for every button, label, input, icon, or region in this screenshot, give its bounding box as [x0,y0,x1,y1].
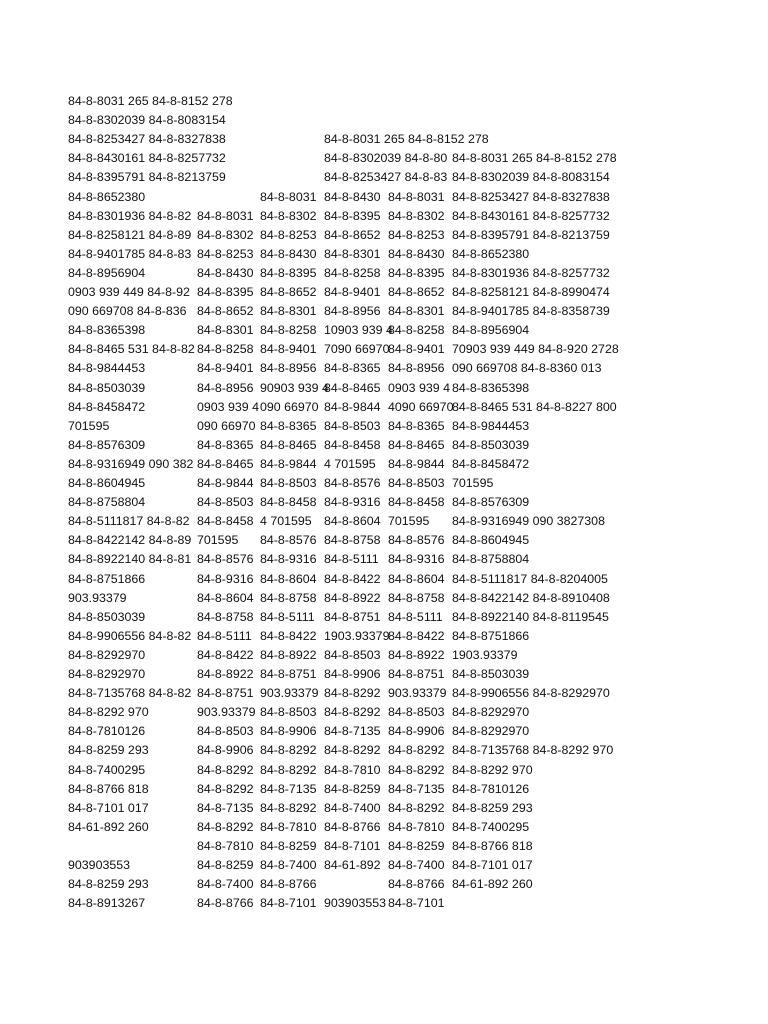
sheet-cell: 84-8-8430 [324,189,381,204]
sheet-cell: 84-8-7400 [388,858,445,872]
sheet-cell: 84-8-5111 [324,552,379,567]
sheet-cell: 84-8-8956 [388,361,445,376]
sheet-cell: 84-8-8604945 [68,476,146,490]
sheet-row [0,646,768,665]
sheet-cell: 84-8-8259 293 [68,877,149,892]
sheet-cell: 84-8-7135768 84-8-82 [68,686,192,701]
sheet-cell: 70903 939 449 84-8-920 2728 [452,342,619,357]
sheet-cell: 84-8-8766 [260,877,317,892]
sheet-cell: 84-8-8302039 84-8-8083154 [452,170,610,185]
sheet-cell: 84-8-8604945 [452,533,530,548]
sheet-cell: 84-8-5111 [260,609,315,624]
sheet-row [0,761,768,780]
sheet-row [0,417,768,436]
sheet-cell: 84-8-8253427 84-8-8327838 [68,132,226,147]
sheet-cell: 84-8-8292 [197,762,254,777]
sheet-cell: 84-8-9316 [388,552,445,567]
sheet-cell: 84-8-8503 [388,476,445,490]
sheet-cell: 84-8-8751 [388,667,445,681]
sheet-cell: 84-8-8302039 84-8-80 [324,151,448,166]
sheet-cell: 84-8-8292 [388,743,445,758]
sheet-cell: 84-8-8302039 84-8-8083154 [68,113,226,128]
sheet-cell: 84-8-8395 [197,285,254,299]
sheet-row [0,665,768,684]
sheet-cell: 84-8-7810 [388,819,445,834]
sheet-cell: 84-8-8292 [388,762,445,777]
sheet-cell: 84-8-8465 [388,437,445,452]
sheet-cell: 903.93379 [388,686,447,701]
sheet-cell: 84-8-7101 [324,838,381,853]
sheet-cell: 84-8-8292 [388,800,445,815]
sheet-cell: 84-8-8422142 84-8-89 [68,533,192,548]
sheet-cell: 84-8-9844453 [68,361,146,376]
sheet-cell: 84-8-8258121 84-8-89 [68,227,192,242]
sheet-cell: 84-8-8465 531 84-8-8227 800 [452,399,617,414]
sheet-cell: 090 66970 [260,399,319,414]
sheet-cell: 84-8-8766 [388,877,445,892]
sheet-cell: 84-8-8031 265 84-8-8152 278 [68,94,233,108]
sheet-row [0,321,768,340]
sheet-cell: 84-8-7101 017 [452,858,533,872]
sheet-cell: 84-8-8259 [260,838,317,853]
sheet-cell: 84-8-8031 265 84-8-8152 278 [324,132,489,147]
sheet-row [0,436,768,455]
sheet-cell: 84-8-7810126 [68,724,146,739]
sheet-cell: 84-8-8292 970 [68,705,149,720]
sheet-cell: 84-8-8430161 84-8-8257732 [452,208,610,223]
sheet-cell: 84-8-8751 [260,667,317,681]
sheet-cell: 84-8-8365398 [452,380,530,395]
sheet-row [0,570,768,589]
sheet-cell: 84-8-8604 [388,571,445,586]
sheet-cell: 84-8-8301 [260,304,317,319]
sheet-cell: 84-8-8395 [260,265,317,280]
sheet-cell: 84-8-8503 [324,647,381,662]
sheet-cell: 84-8-8503 [388,705,445,720]
sheet-cell: 84-8-8922 [324,590,381,605]
sheet-cell: 701595 [197,533,239,548]
sheet-cell: 84-61-892 260 [452,877,533,892]
sheet-cell: 84-8-8301936 84-8-82 [68,208,192,223]
sheet-cell: 84-8-8292 [197,819,254,834]
sheet-cell: 1903.93379 [324,628,390,643]
sheet-cell: 84-8-8395791 84-8-8213759 [452,227,610,242]
sheet-row [0,302,768,321]
sheet-row [0,398,768,417]
sheet-cell: 84-8-9401 [388,342,445,357]
sheet-row [0,837,768,856]
sheet-cell: 84-8-7101 [388,896,445,911]
sheet-row [0,340,768,359]
sheet-row [0,245,768,264]
sheet-cell: 84-8-8258 [260,323,317,338]
sheet-cell: 84-8-8031 [197,208,254,223]
sheet-cell: 84-8-8913267 [68,896,146,911]
sheet-cell: 84-8-9844 [197,476,254,490]
sheet-cell: 84-8-8301936 84-8-8257732 [452,265,610,280]
sheet-cell: 1903.93379 [452,647,518,662]
sheet-cell: 84-8-8922140 84-8-8119545 [452,609,609,624]
sheet-cell: 84-8-9401785 84-8-83 [68,246,192,261]
sheet-cell: 84-8-8652 [388,285,445,299]
sheet-cell: 4 701595 [260,514,312,529]
sheet-row [0,379,768,398]
sheet-cell: 7090 66970 [324,342,390,357]
sheet-cell: 84-8-8458 [197,514,254,529]
sheet-cell: 84-8-8458 [324,437,381,452]
sheet-cell: 84-8-8292 [260,762,317,777]
sheet-cell: 84-8-7400295 [68,762,146,777]
sheet-cell: 84-8-8576 [197,552,254,567]
sheet-cell: 0903 939 449 84-8-92 [68,285,190,299]
sheet-row [0,531,768,550]
sheet-cell: 090 66970 [197,418,256,433]
sheet-row [0,608,768,627]
sheet-cell: 84-8-5111817 84-8-8204005 [452,571,608,586]
sheet-cell: 84-8-8395 [324,208,381,223]
sheet-cell: 84-8-7101 [260,896,317,911]
sheet-cell: 84-8-9906 [197,743,254,758]
sheet-cell: 84-8-7400 [324,800,381,815]
sheet-cell: 84-8-8292 970 [452,762,533,777]
sheet-cell: 84-8-7135 [197,800,254,815]
sheet-cell: 84-8-9316 [260,552,317,567]
sheet-row [0,818,768,837]
sheet-cell: 701595 [452,476,494,490]
sheet-cell: 84-8-8301 [197,323,254,338]
sheet-cell: 84-8-8766 [324,819,381,834]
sheet-cell: 84-8-8956 [260,361,317,376]
sheet-row [0,111,768,130]
sheet-cell: 84-8-9906556 84-8-8292970 [452,686,610,701]
sheet-cell: 84-8-8258 [197,342,254,357]
sheet-cell: 84-8-8458 [260,495,317,510]
sheet-cell: 84-8-5111 [388,609,443,624]
sheet-cell: 84-8-8253 [197,246,254,261]
sheet-cell: 84-8-8922140 84-8-81 [68,552,192,567]
sheet-cell: 84-8-9844 [260,456,317,471]
sheet-cell: 903.93379 [197,705,256,720]
sheet-cell: 84-8-8253 [260,227,317,242]
sheet-cell: 84-8-8292970 [68,647,146,662]
sheet-cell: 84-8-8430 [388,246,445,261]
sheet-cell: 84-8-8458472 [452,456,530,471]
sheet-cell: 84-8-8503 [197,495,254,510]
sheet-cell: 84-8-8503 [260,705,317,720]
sheet-cell: 84-8-8031 [260,189,317,204]
sheet-cell: 84-8-8365 [388,418,445,433]
sheet-cell: 84-8-8766 [197,896,254,911]
sheet-row [0,188,768,207]
sheet-cell: 84-8-7135768 84-8-8292 970 [452,743,614,758]
sheet-cell: 84-8-8576 [388,533,445,548]
sheet-cell: 84-8-7135 [388,781,445,796]
sheet-cell: 84-8-9401 [324,285,381,299]
sheet-cell: 090 669708 84-8-836 [68,304,187,319]
sheet-row [0,359,768,378]
sheet-cell: 84-8-8652 [324,227,381,242]
sheet-row [0,130,768,149]
sheet-cell: 84-8-8503039 [68,609,146,624]
sheet-cell: 10903 939 4 [324,323,393,338]
sheet-cell: 84-8-8253427 84-8-83 [324,170,448,185]
sheet-cell: 84-8-8458472 [68,399,146,414]
sheet-cell: 84-8-8292 [260,743,317,758]
sheet-cell: 84-8-8430 [260,246,317,261]
sheet-cell: 0903 939 4 [197,399,260,414]
sheet-cell: 84-8-8292970 [452,724,530,739]
sheet-cell: 84-8-8292 [260,800,317,815]
sheet-cell: 84-8-8503039 [452,667,530,681]
sheet-cell: 84-8-8652 [197,304,254,319]
sheet-cell: 84-8-8258121 84-8-8990474 [452,285,610,299]
sheet-cell: 84-8-9316 [324,495,381,510]
sheet-cell: 84-8-8604 [260,571,317,586]
sheet-cell: 84-8-8758804 [68,495,146,510]
sheet-cell: 84-8-8751 [197,686,254,701]
sheet-cell: 84-8-5111817 84-8-82 [68,514,190,529]
sheet-cell: 84-8-8503 [324,418,381,433]
sheet-row [0,92,768,111]
sheet-cell: 84-8-8422 [260,628,317,643]
sheet-row [0,856,768,875]
sheet-cell: 84-8-8751 [324,609,381,624]
sheet-row [0,455,768,474]
sheet-row [0,722,768,741]
sheet-row [0,149,768,168]
sheet-cell: 84-8-8253 [388,227,445,242]
sheet-cell: 84-8-9401 [197,361,254,376]
sheet-cell: 84-8-8259 293 [68,743,149,758]
sheet-row [0,684,768,703]
sheet-cell: 84-8-8292 [324,743,381,758]
sheet-cell: 84-8-8766 818 [68,781,149,796]
sheet-cell: 84-61-892 [324,858,381,872]
sheet-cell: 84-8-8758 [260,590,317,605]
sheet-cell: 84-8-9316949 090 3827308 [452,514,605,529]
sheet-cell: 84-8-8652380 [452,246,530,261]
sheet-cell: 84-8-9844 [388,456,445,471]
sheet-cell: 4 701595 [324,456,376,471]
sheet-cell: 84-8-9906 [388,724,445,739]
sheet-cell: 84-8-8395 [388,265,445,280]
sheet-row [0,589,768,608]
sheet-cell: 84-8-8503039 [452,437,530,452]
sheet-row [0,493,768,512]
sheet-row [0,283,768,302]
sheet-cell: 84-8-8465 [324,380,381,395]
sheet-cell: 84-8-7400 [197,877,254,892]
sheet-cell: 84-8-8758 [324,533,381,548]
sheet-row [0,207,768,226]
sheet-cell: 84-8-8259 [388,838,445,853]
sheet-cell: 84-8-8604 [197,590,254,605]
sheet-cell: 84-8-7810 [260,819,317,834]
sheet-cell: 84-8-8758 [197,609,254,624]
sheet-cell: 84-8-8576 [324,476,381,490]
sheet-row [0,627,768,646]
sheet-cell: 84-8-8422 [197,647,254,662]
sheet-row [0,799,768,818]
sheet-cell: 84-8-8292 [324,705,381,720]
sheet-row [0,703,768,722]
sheet-cell: 84-8-8301 [324,246,381,261]
sheet-row [0,550,768,569]
sheet-cell: 84-8-8031 [388,189,445,204]
sheet-cell: 84-8-8301 [388,304,445,319]
sheet-cell: 903.93379 [260,686,319,701]
sheet-cell: 84-8-7135 [260,781,317,796]
sheet-cell: 84-8-8604 [324,514,381,529]
sheet-cell: 84-8-8292970 [68,667,146,681]
sheet-cell: 84-8-8751866 [68,571,146,586]
sheet-cell: 84-8-8766 818 [452,838,533,853]
sheet-cell: 84-8-8302 [260,208,317,223]
sheet-cell: 84-8-8652 [260,285,317,299]
sheet-cell: 84-8-8365398 [68,323,146,338]
sheet-cell: 84-8-8259 [197,858,254,872]
sheet-cell: 84-8-8503039 [68,380,146,395]
sheet-cell: 84-8-8576309 [68,437,146,452]
sheet-cell: 84-8-8956904 [68,265,146,280]
sheet-cell: 84-8-8253427 84-8-8327838 [452,189,610,204]
sheet-cell: 84-8-8922 [388,647,445,662]
sheet-cell: 84-8-7400295 [452,819,530,834]
sheet-cell: 84-8-9401 [260,342,317,357]
sheet-cell: 84-8-8465 [197,456,254,471]
sheet-cell: 84-8-8465 531 84-8-82 [68,342,195,357]
sheet-cell: 84-61-892 260 [68,819,149,834]
sheet-cell: 84-8-5111 [197,628,252,643]
sheet-cell: 84-8-8259 293 [452,800,533,815]
sheet-cell: 903.93379 [68,590,127,605]
sheet-row [0,168,768,187]
sheet-cell: 90903 939 4 [260,380,329,395]
sheet-cell: 84-8-8956 [324,304,381,319]
sheet-cell: 84-8-8758804 [452,552,530,567]
sheet-cell: 84-8-9316 [197,571,254,586]
sheet-cell: 84-8-9906556 84-8-82 [68,628,192,643]
sheet-cell: 84-8-8292970 [452,705,530,720]
sheet-cell: 84-8-9316949 090 382 [68,456,194,471]
sheet-cell: 84-8-7101 017 [68,800,149,815]
sheet-cell: 84-8-8922 [197,667,254,681]
sheet-cell: 84-8-9844453 [452,418,530,433]
sheet-row [0,875,768,894]
sheet-cell: 84-8-7400 [260,858,317,872]
sheet-cell: 701595 [388,514,430,529]
sheet-cell: 84-8-8956904 [452,323,530,338]
sheet-cell: 84-8-8576 [260,533,317,548]
sheet-cell: 84-8-8758 [388,590,445,605]
sheet-cell: 090 669708 84-8-8360 013 [452,361,602,376]
sheet-cell: 84-8-8395791 84-8-8213759 [68,170,226,185]
sheet-cell: 84-8-9844 [324,399,381,414]
sheet-cell: 84-8-8258 [388,323,445,338]
sheet-cell: 84-8-7135 [324,724,381,739]
sheet-cell: 84-8-7810 [324,762,381,777]
sheet-cell: 84-8-8922 [260,647,317,662]
sheet-cell: 84-8-8422142 84-8-8910408 [452,590,610,605]
sheet-cell: 84-8-8365 [324,361,381,376]
sheet-cell: 84-8-8751866 [452,628,530,643]
sheet-cell: 84-8-8465 [260,437,317,452]
sheet-cell: 84-8-8956 [197,380,254,395]
sheet-cell: 84-8-9906 [260,724,317,739]
sheet-cell: 84-8-8259 [324,781,381,796]
sheet-row [0,512,768,531]
sheet-cell: 84-8-9401785 84-8-8358739 [452,304,610,319]
sheet-cell: 84-8-8430161 84-8-8257732 [68,151,226,166]
sheet-cell: 84-8-9906 [324,667,381,681]
sheet-cell: 4090 66970 [388,399,454,414]
sheet-cell: 84-8-8652380 [68,189,146,204]
sheet-cell: 84-8-8503 [197,724,254,739]
sheet-cell: 84-8-8258 [324,265,381,280]
sheet-row [0,780,768,799]
sheet-cell: 0903 939 4 [388,380,451,395]
sheet-cell: 84-8-8365 [260,418,317,433]
sheet-cell: 84-8-8503 [260,476,317,490]
sheet-cell: 903903553 [324,896,387,911]
sheet-cell: 903903553 [68,858,131,872]
sheet-cell: 84-8-8292 [197,781,254,796]
sheet-row [0,226,768,245]
sheet-cell: 84-8-8302 [197,227,254,242]
sheet-cell: 84-8-8430 [197,265,254,280]
sheet-cell: 84-8-7810126 [452,781,530,796]
sheet-cell: 84-8-8458 [388,495,445,510]
sheet-row [0,474,768,493]
sheet-cell: 84-8-7810 [197,838,254,853]
sheet-row [0,741,768,760]
sheet-row [0,264,768,283]
sheet-cell: 84-8-8292 [324,686,381,701]
sheet-cell: 84-8-8302 [388,208,445,223]
sheet-cell: 84-8-8576309 [452,495,530,510]
sheet-cell: 84-8-8422 [388,628,445,643]
sheet-row [0,894,768,913]
sheet-cell: 84-8-8422 [324,571,381,586]
sheet-cell: 701595 [68,418,110,433]
sheet-cell: 84-8-8031 265 84-8-8152 278 [452,151,617,166]
sheet-cell: 84-8-8365 [197,437,254,452]
